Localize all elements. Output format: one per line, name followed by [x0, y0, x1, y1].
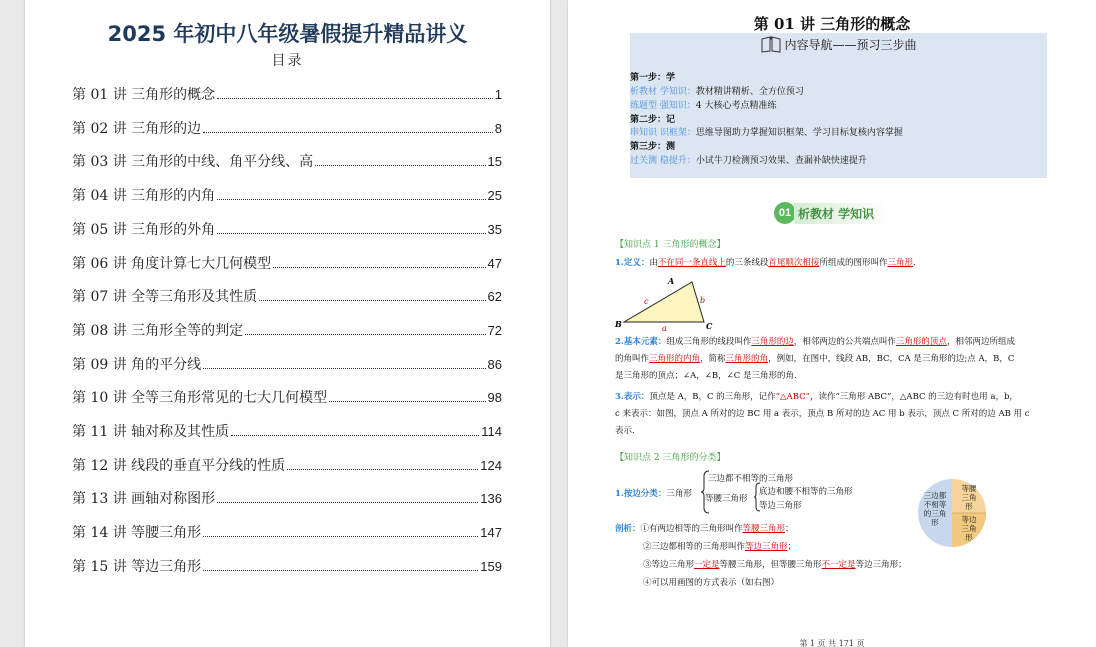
toc-entry-page: 72 [487, 322, 502, 338]
toc-entry[interactable] [72, 151, 502, 171]
toc-entry-page: 47 [487, 255, 502, 271]
toc-entry-page: 1 [494, 87, 502, 102]
analysis-note-3: ③等边三角形一定是等腰三角形，但等腰三角形不一定是等边三角形； [643, 560, 907, 570]
class-equilateral: 等边三角形 [759, 501, 802, 511]
toc-entry-label: 第 09 讲 角的平分线 [72, 356, 202, 373]
toc-entry-label: 第 11 讲 轴对称及其性质 [72, 424, 230, 440]
class-iso-not-equilateral: 底边和腰不相等的三角形 [759, 487, 853, 497]
toc-leader-dots [203, 119, 493, 133]
representation-paragraph: 3.表示：顶点是 A，B，C 的三角形，记作“△ABC”，读作“三角形 ABC”，△ABC 的三边有时也用 a，b， c 来表示：如图，顶点 A 所对的边 BC 用 a 表示，顶点 B 所对的边 AC 用 b 表示，顶点 C 所对的边 AB 用 c 表示. [615, 392, 1030, 436]
toc-entry-page: 62 [487, 289, 502, 305]
classification-label: 1.按边分类：三角形 [615, 489, 692, 499]
triangle-abc-figure [612, 272, 722, 334]
toc-entry-label: 第 04 讲 三角形的内角 [72, 188, 216, 205]
toc-leader-dots [217, 85, 493, 99]
toc-entry[interactable] [72, 84, 502, 104]
toc-leader-dots [287, 456, 478, 470]
knowledge-point-2: 【知识点 2 三角形的分类】 [615, 453, 726, 463]
class-isosceles: 等腰三角形 [705, 494, 748, 504]
step-2-item-1: 串知识 识框架：思维导图助力掌握知识框架、学习目标复核内容掌握 [630, 128, 903, 138]
toc-entry[interactable] [72, 421, 502, 441]
step-1-item-1: 析教材 学知识：教材精讲精析、全方位预习 [630, 87, 804, 97]
venn-equi-label: 等边三角形 [961, 515, 977, 542]
toc-entry-label: 第 07 讲 全等三角形及其性质 [72, 289, 258, 306]
toc-leader-dots [231, 422, 479, 436]
toc-leader-dots [315, 152, 485, 166]
lecture-page [568, 0, 1096, 647]
toc-entry-page: 8 [494, 120, 502, 136]
toc-leader-dots [203, 355, 485, 369]
step-1-head: 第一步：学 [630, 73, 676, 83]
side-c-label: c [644, 297, 649, 306]
toc-entry-label: 第 13 讲 画轴对称图形 [72, 491, 216, 508]
toc-entry-label: 第 02 讲 三角形的边 [72, 120, 202, 137]
toc-entry-label: 第 12 讲 线段的垂直平分线的性质 [72, 457, 286, 474]
toc-entry-label: 第 06 讲 角度计算七大几何模型 [72, 255, 272, 272]
section-badge [774, 202, 888, 224]
toc-entry-page: 124 [480, 457, 502, 473]
triangle-shape [624, 282, 704, 322]
toc-entry[interactable] [72, 387, 502, 407]
section-title: 析教材 学知识 [794, 203, 888, 224]
toc-entry-page: 114 [481, 424, 502, 439]
toc-leader-dots [217, 186, 485, 200]
toc-entry-label: 第 15 讲 等边三角形 [72, 558, 202, 575]
toc-entry-label: 第 10 讲 全等三角形常见的七大几何模型 [72, 390, 328, 407]
toc-heading: 目录 [271, 53, 304, 69]
toc-entry[interactable] [72, 286, 502, 306]
toc-entry[interactable] [72, 556, 502, 576]
toc-entry-page: 35 [487, 221, 502, 237]
side-b-label: b [700, 296, 706, 305]
elements-paragraph: 2.基本元素：组成三角形的线段叫作三角形的边，相邻两边的公共端点叫作三角形的顶点，相邻两边所组成 的角叫作三角形的内角，简称三角形的角，例如，在图中，线段 AB，BC，CA 是三角形的边;点 A，B，C 是三角形的顶点；∠A，∠B，∠C 是三角形的角. [615, 337, 1015, 381]
lecture-title: 第 01 讲 三角形的概念 [753, 15, 911, 33]
document-title: 2025 年初中八年级暑假提升精品讲义 [107, 22, 468, 46]
analysis-note-2: ②三边都相等的三角形叫作等边三角形； [643, 542, 797, 552]
book-icon [760, 35, 782, 53]
toc-entry-page: 15 [487, 154, 502, 170]
toc-entry-page: 147 [480, 525, 502, 541]
toc-entry-page: 25 [487, 188, 502, 204]
toc-entry[interactable] [72, 354, 502, 374]
page-footer: 第 1 页 共 171 页 [799, 639, 865, 647]
step-1-item-2: 练题型 强知识：4 大核心考点精准练 [630, 101, 777, 111]
venn-iso-label: 等腰三角形 [961, 484, 977, 511]
toc-entry[interactable] [72, 488, 502, 508]
toc-leader-dots [329, 388, 485, 402]
toc-entry-label: 第 14 讲 等腰三角形 [72, 525, 202, 542]
toc-entry[interactable] [72, 455, 502, 475]
definition-paragraph: 1.定义：由不在同一条直线上的三条线段首尾顺次相接所组成的图形叫作三角形. [615, 258, 916, 268]
toc-entry[interactable] [72, 185, 502, 205]
toc-leader-dots [245, 321, 485, 335]
toc-leader-dots [259, 287, 485, 301]
triangle-classification-venn [916, 477, 988, 549]
toc-entry-label: 第 01 讲 三角形的概念 [72, 87, 216, 103]
knowledge-point-1: 【知识点 1 三角形的概念】 [615, 240, 726, 250]
toc-entry-label: 第 05 讲 三角形的外角 [72, 221, 216, 238]
analysis-note-1: 剖析：①有两边相等的三角形叫作等腰三角形； [615, 524, 794, 534]
toc-entry-label: 第 03 讲 三角形的中线、角平分线、高 [72, 154, 314, 171]
toc-entry[interactable] [72, 320, 502, 340]
toc-leader-dots [203, 523, 478, 537]
toc-entry[interactable] [72, 219, 502, 239]
vertex-a-label: A [668, 276, 675, 286]
toc-leader-dots [217, 489, 478, 503]
toc-entry-page: 86 [487, 356, 502, 372]
toc-leader-dots [273, 254, 485, 268]
section-number: 01 [774, 202, 796, 224]
step-2-head: 第二步：记 [630, 115, 676, 125]
toc-leader-dots [203, 557, 478, 571]
toc-page [25, 0, 550, 647]
content-nav-heading: 内容导航——预习三步曲 [630, 33, 1047, 55]
step-3-head: 第三步：测 [630, 142, 676, 152]
step-3-item-1: 过关测 稳提升：小试牛刀检测预习效果、查漏补缺快速提升 [630, 156, 867, 166]
analysis-note-4: ④可以用画图的方式表示（如右图） [643, 578, 780, 588]
side-a-label: a [662, 324, 667, 333]
toc-entry[interactable] [72, 253, 502, 273]
class-scalene: 三边都不相等的三角形 [708, 474, 794, 484]
toc-entry-page: 136 [480, 491, 502, 507]
vertex-b-label: B [615, 319, 622, 329]
toc-entry[interactable] [72, 522, 502, 542]
toc-entry[interactable] [72, 118, 502, 138]
vertex-c-label: C [706, 321, 713, 331]
toc-leader-dots [217, 220, 485, 234]
toc-entry-page: 159 [480, 558, 502, 574]
toc-entry-label: 第 08 讲 三角形全等的判定 [72, 322, 244, 339]
toc-entry-page: 98 [487, 390, 502, 406]
venn-outer-label: 三边都不相等的三角形 [923, 491, 947, 527]
